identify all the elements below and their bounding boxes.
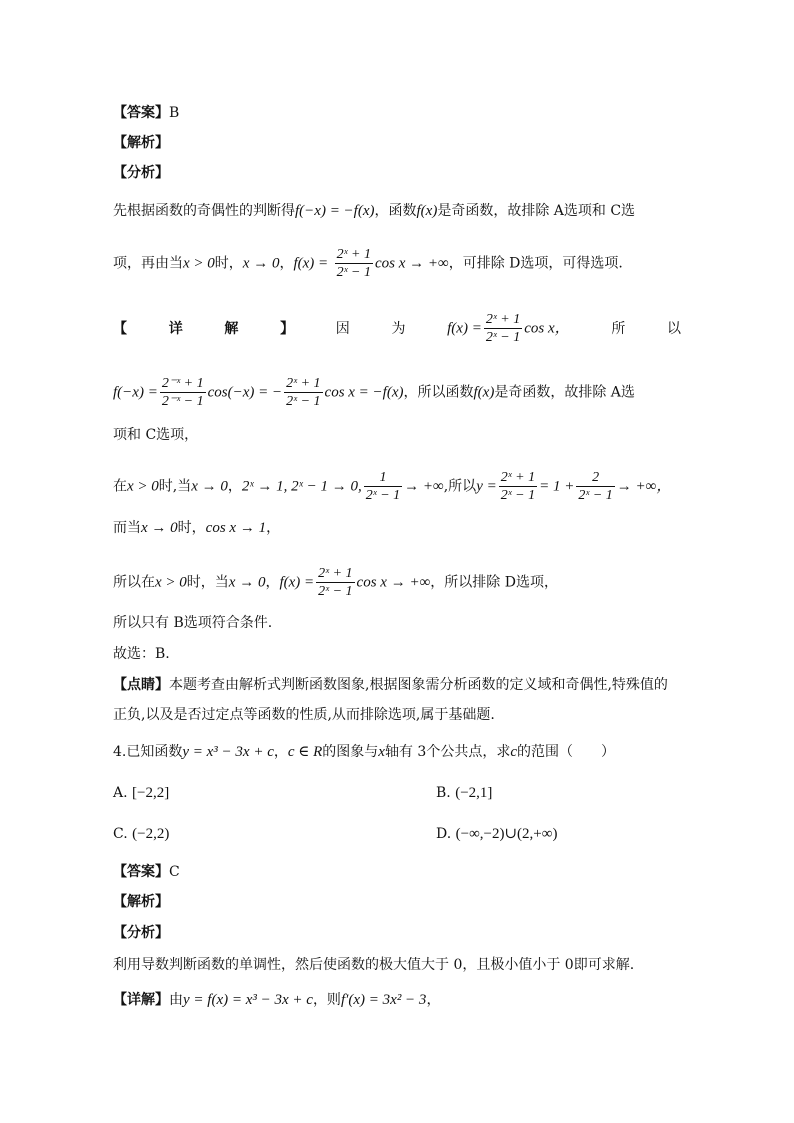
text: 轴有 3个公共点，求 [384, 744, 511, 760]
text: ， [279, 255, 294, 272]
denominator: 2ˣ − 1 [485, 330, 521, 345]
text: 由 [169, 992, 183, 1008]
choice-line: 故选：B. [113, 646, 170, 662]
math: x → 0 [228, 574, 266, 591]
text: 的图象与 [322, 744, 379, 760]
option-value: (−2,2) [132, 826, 170, 842]
numerator: 2⁻ˣ + 1 [161, 376, 204, 391]
denominator: 2ˣ − 1 [286, 394, 321, 409]
math: f(−x) = [113, 384, 158, 401]
answer-value: C [169, 864, 180, 880]
detail-char: 以 [667, 320, 681, 337]
math: x → 0 [191, 478, 228, 495]
math: x → 0 [141, 520, 178, 536]
option-label: D. [436, 826, 452, 842]
text: 而当 [113, 520, 141, 536]
option-c [113, 824, 169, 844]
math: f(x) = [447, 320, 482, 337]
text: ，则 [312, 992, 341, 1008]
text: 时,当 [158, 478, 192, 495]
math: cos x → 1 [205, 520, 267, 536]
text: ， [426, 992, 441, 1008]
text: 所以在 [113, 574, 155, 591]
option-d [436, 824, 557, 844]
fraction [576, 469, 614, 504]
denominator: 2ˣ − 1 [318, 584, 353, 599]
option-a [113, 783, 169, 803]
text: ，可排除 D选项，可得选项. [448, 255, 623, 272]
math: x [378, 744, 385, 760]
fraction [316, 565, 354, 600]
math: x → 0 [242, 255, 280, 272]
numerator: 2ˣ + 1 [500, 470, 536, 485]
detail-line-3: 项和 C选项， [113, 427, 199, 443]
q4-detail-line [113, 990, 440, 1010]
text: ,所以 [443, 478, 477, 495]
math: → +∞ [404, 478, 444, 495]
option-label: A. [113, 785, 128, 801]
dianjing-line-1 [113, 675, 668, 695]
text: 4.已知函数 [113, 744, 183, 760]
math: y = x³ − 3x + c [182, 744, 274, 760]
option-value: [−2,2] [132, 785, 170, 801]
q3-answer-line [113, 103, 179, 123]
math: x > 0 [183, 255, 215, 272]
detail-char: 因 [335, 320, 350, 337]
text: 是奇函数，故排除 A选项和 C选 [437, 203, 636, 219]
answer-value: B [169, 105, 180, 121]
fraction [160, 375, 206, 410]
math: y = [476, 478, 497, 495]
q4-analysis-tag: 【解析】 [113, 894, 169, 910]
numerator: 2ˣ + 1 [286, 376, 321, 391]
detail-line-4 [113, 469, 671, 504]
answer-tag: 【答案】 [113, 105, 169, 121]
denominator: 2ˣ − 1 [578, 488, 613, 503]
q4-fenxi-text: 利用导数判断函数的单调性，然后使函数的极大值大于 0，且极小值小于 0即可求解. [113, 957, 635, 973]
text: 在 [113, 478, 127, 495]
detail-char: 为 [391, 320, 406, 337]
detail-line-2 [113, 375, 635, 410]
math: f(x) = [279, 574, 315, 591]
detail-line-5 [113, 518, 280, 538]
denominator: 2ˣ − 1 [365, 488, 401, 503]
text: 先根据函数的奇偶性的判断得 [113, 203, 295, 219]
option-label: B. [436, 785, 451, 801]
math: f(x) = [293, 255, 329, 272]
option-label: C. [113, 826, 128, 842]
text: 是奇函数，故排除 A选 [494, 384, 635, 401]
text: ，函数 [374, 203, 417, 219]
numerator: 2ˣ + 1 [485, 312, 521, 327]
detail-char: 【 [113, 320, 127, 337]
math: = 1 + [539, 478, 575, 495]
option-b [436, 783, 492, 803]
text: 时， [214, 255, 243, 272]
text: ， [265, 574, 280, 591]
numerator: 1 [364, 469, 402, 487]
math: c [510, 744, 517, 760]
fenxi-line-2 [113, 246, 623, 281]
math: cos x = −f(x) [324, 384, 404, 401]
text: 本题考查由解析式判断函数图象,根据图象需分析函数的定义域和奇偶性,特殊值的 [169, 677, 668, 693]
math: → +∞， [616, 478, 672, 495]
denominator: 2ˣ − 1 [500, 488, 536, 503]
text: 项，再由当 [113, 255, 183, 272]
fraction [284, 375, 322, 410]
text: ，所以函数 [403, 384, 474, 401]
q4-fenxi-tag: 【分析】 [113, 925, 169, 941]
text: ，所以排除 D选项， [430, 574, 558, 591]
math: f(x) [473, 384, 495, 401]
math: cos x → +∞ [375, 255, 449, 272]
fraction [364, 469, 402, 504]
dianjing-line-2: 正负,以及是否过定点等函数的性质,从而排除选项,属于基础题. [113, 707, 495, 723]
detail-char: 】 [280, 320, 295, 337]
fenxi-line-1 [113, 201, 635, 221]
math: x > 0 [127, 478, 159, 495]
detail-char: 详 [168, 320, 183, 337]
math: cos(−x) = − [207, 384, 283, 401]
math: x > 0 [155, 574, 187, 591]
q4-answer-line [113, 862, 180, 882]
math: f′(x) = 3x² − 3 [340, 992, 427, 1008]
answer-tag: 【答案】 [113, 864, 169, 880]
numerator: 2ˣ + 1 [336, 247, 371, 262]
detail-line-6 [113, 565, 558, 600]
fraction [335, 246, 373, 281]
text: 的范围（ ） [517, 744, 615, 760]
denominator: 2ˣ − 1 [336, 265, 371, 280]
text: 时， [177, 520, 206, 536]
math: c ∈ R [287, 744, 323, 760]
formula [447, 311, 570, 346]
denominator: 2⁻ˣ − 1 [161, 394, 204, 409]
dianjing-tag: 【点睛】 [113, 677, 169, 693]
fraction [484, 311, 522, 346]
detail-char: 所 [611, 320, 626, 337]
math: y = f(x) = x³ − 3x + c [183, 992, 313, 1008]
text: ， [266, 520, 281, 536]
text: ， [273, 744, 288, 760]
q4-stem [113, 742, 615, 762]
detail-char: 解 [224, 320, 239, 337]
detail-line-7: 所以只有 B选项符合条件. [113, 615, 273, 631]
math: 2ˣ → 1, 2ˣ − 1 → 0, [241, 478, 362, 495]
math: cos x → +∞ [356, 574, 431, 591]
numerator: 2 [576, 469, 614, 487]
option-value: (−∞,−2)∪(2,+∞) [455, 826, 558, 842]
fraction [499, 469, 537, 504]
analysis-tag: 【解析】 [113, 135, 169, 151]
text: 时，当 [186, 574, 229, 591]
text: ， [227, 478, 242, 495]
fenxi-tag: 【分析】 [113, 165, 169, 181]
detail-tag: 【详解】 [113, 992, 169, 1008]
math: f(−x) = −f(x) [295, 203, 375, 219]
option-value: (−2,1] [455, 785, 493, 801]
numerator: 2ˣ + 1 [318, 566, 353, 581]
math: f(x) [416, 203, 438, 219]
math: cos x， [524, 320, 570, 337]
detail-line-1 [113, 311, 681, 346]
